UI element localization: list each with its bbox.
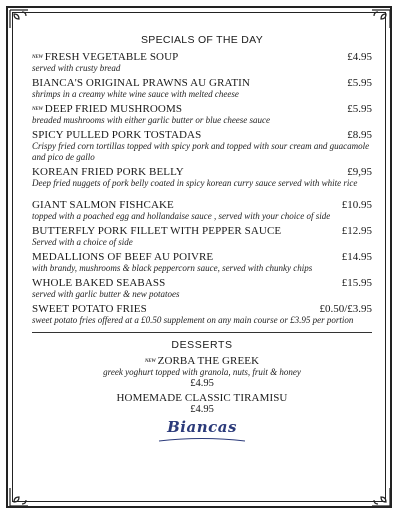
desserts-title: DESSERTS: [171, 339, 233, 351]
item-name: ZORBA THE GREEK: [157, 355, 260, 367]
logo-swash-icon: [157, 437, 247, 443]
menu-item: [32, 129, 372, 163]
item-description: Crispy fried corn tortillas topped with spicy pork and topped with sour cream and guacamole and pico de gallo: [32, 141, 370, 162]
item-description: shrimps in a creamy white wine sauce with melted cheese: [32, 89, 239, 99]
menu-item: [32, 103, 372, 126]
item-price: £9,95: [347, 166, 372, 178]
item-name: BIANCA'S ORIGINAL PRAWNS AU GRATIN: [32, 77, 250, 89]
item-price: £4.95: [190, 404, 214, 415]
biancas-logo: [32, 418, 372, 443]
new-badge: NEW: [32, 106, 43, 112]
item-price: £4.95: [347, 51, 372, 63]
menu-item: [32, 51, 372, 74]
item-name: SWEET POTATO FRIES: [32, 303, 147, 315]
menu-item: [32, 225, 372, 248]
corner-ornament-icon: [8, 486, 30, 508]
new-badge: NEW: [32, 54, 43, 60]
item-price: £0.50/£3.95: [319, 303, 372, 315]
item-description: Deep fried nuggets of pork belly coated in spicy korean curry sauce served with white rice: [32, 178, 358, 188]
menu-content: [32, 34, 372, 443]
item-description: Served with a choice of side: [32, 237, 133, 247]
item-description: greek yoghurt topped with granola, nuts, fruit & honey: [103, 367, 301, 377]
menu-item: [32, 251, 372, 274]
item-description: served with crusty bread: [32, 63, 121, 73]
item-name: DEEP FRIED MUSHROOMS: [44, 103, 183, 115]
item-name: MEDALLIONS OF BEEF AU POIVRE: [32, 251, 214, 263]
logo-text: Biancas: [167, 418, 237, 436]
item-description: breaded mushrooms with either garlic butter or blue cheese sauce: [32, 115, 271, 125]
item-name: BUTTERFLY PORK FILLET WITH PEPPER SAUCE: [32, 225, 282, 237]
item-description: sweet potato fries offered at a £0.50 supplement on any main course or £3.95 per portion: [32, 315, 354, 325]
item-name: HOMEMADE CLASSIC TIRAMISU: [116, 392, 288, 404]
corner-ornament-icon: [370, 8, 392, 30]
menu-item: [32, 166, 372, 189]
item-description: with brandy, mushrooms & black peppercorn sauce, served with chunky chips: [32, 263, 313, 273]
corner-ornament-icon: [370, 486, 392, 508]
item-name: FRESH VEGETABLE SOUP: [44, 51, 179, 63]
item-name: KOREAN FRIED PORK BELLY: [32, 166, 184, 178]
specials-title: SPECIALS OF THE DAY: [140, 34, 263, 46]
item-price: £15.95: [341, 277, 372, 289]
item-name: SPICY PULLED PORK TOSTADAS: [32, 129, 202, 141]
menu-item: [32, 199, 372, 222]
item-price: £5.95: [347, 77, 372, 89]
item-name: WHOLE BAKED SEABASS: [32, 277, 166, 289]
dessert-item: [32, 392, 372, 415]
item-price: £10.95: [341, 199, 372, 211]
item-price: £8.95: [347, 129, 372, 141]
menu-item: [32, 303, 372, 326]
item-price: £4.95: [190, 378, 214, 389]
new-badge: NEW: [144, 358, 156, 364]
corner-ornament-icon: [8, 8, 30, 30]
item-price: £5.95: [347, 103, 372, 115]
section-divider: [32, 332, 372, 333]
item-description: topped with a poached egg and hollandaise sauce , served with your choice of side: [32, 211, 331, 221]
menu-item: [32, 277, 372, 300]
menu-item: [32, 77, 372, 100]
item-price: £12.95: [341, 225, 372, 237]
item-price: £14.95: [341, 251, 372, 263]
item-description: served with garlic butter & new potatoes: [32, 289, 180, 299]
item-name: GIANT SALMON FISHCAKE: [32, 199, 174, 211]
spacer: [32, 192, 372, 199]
dessert-item: [32, 355, 372, 389]
